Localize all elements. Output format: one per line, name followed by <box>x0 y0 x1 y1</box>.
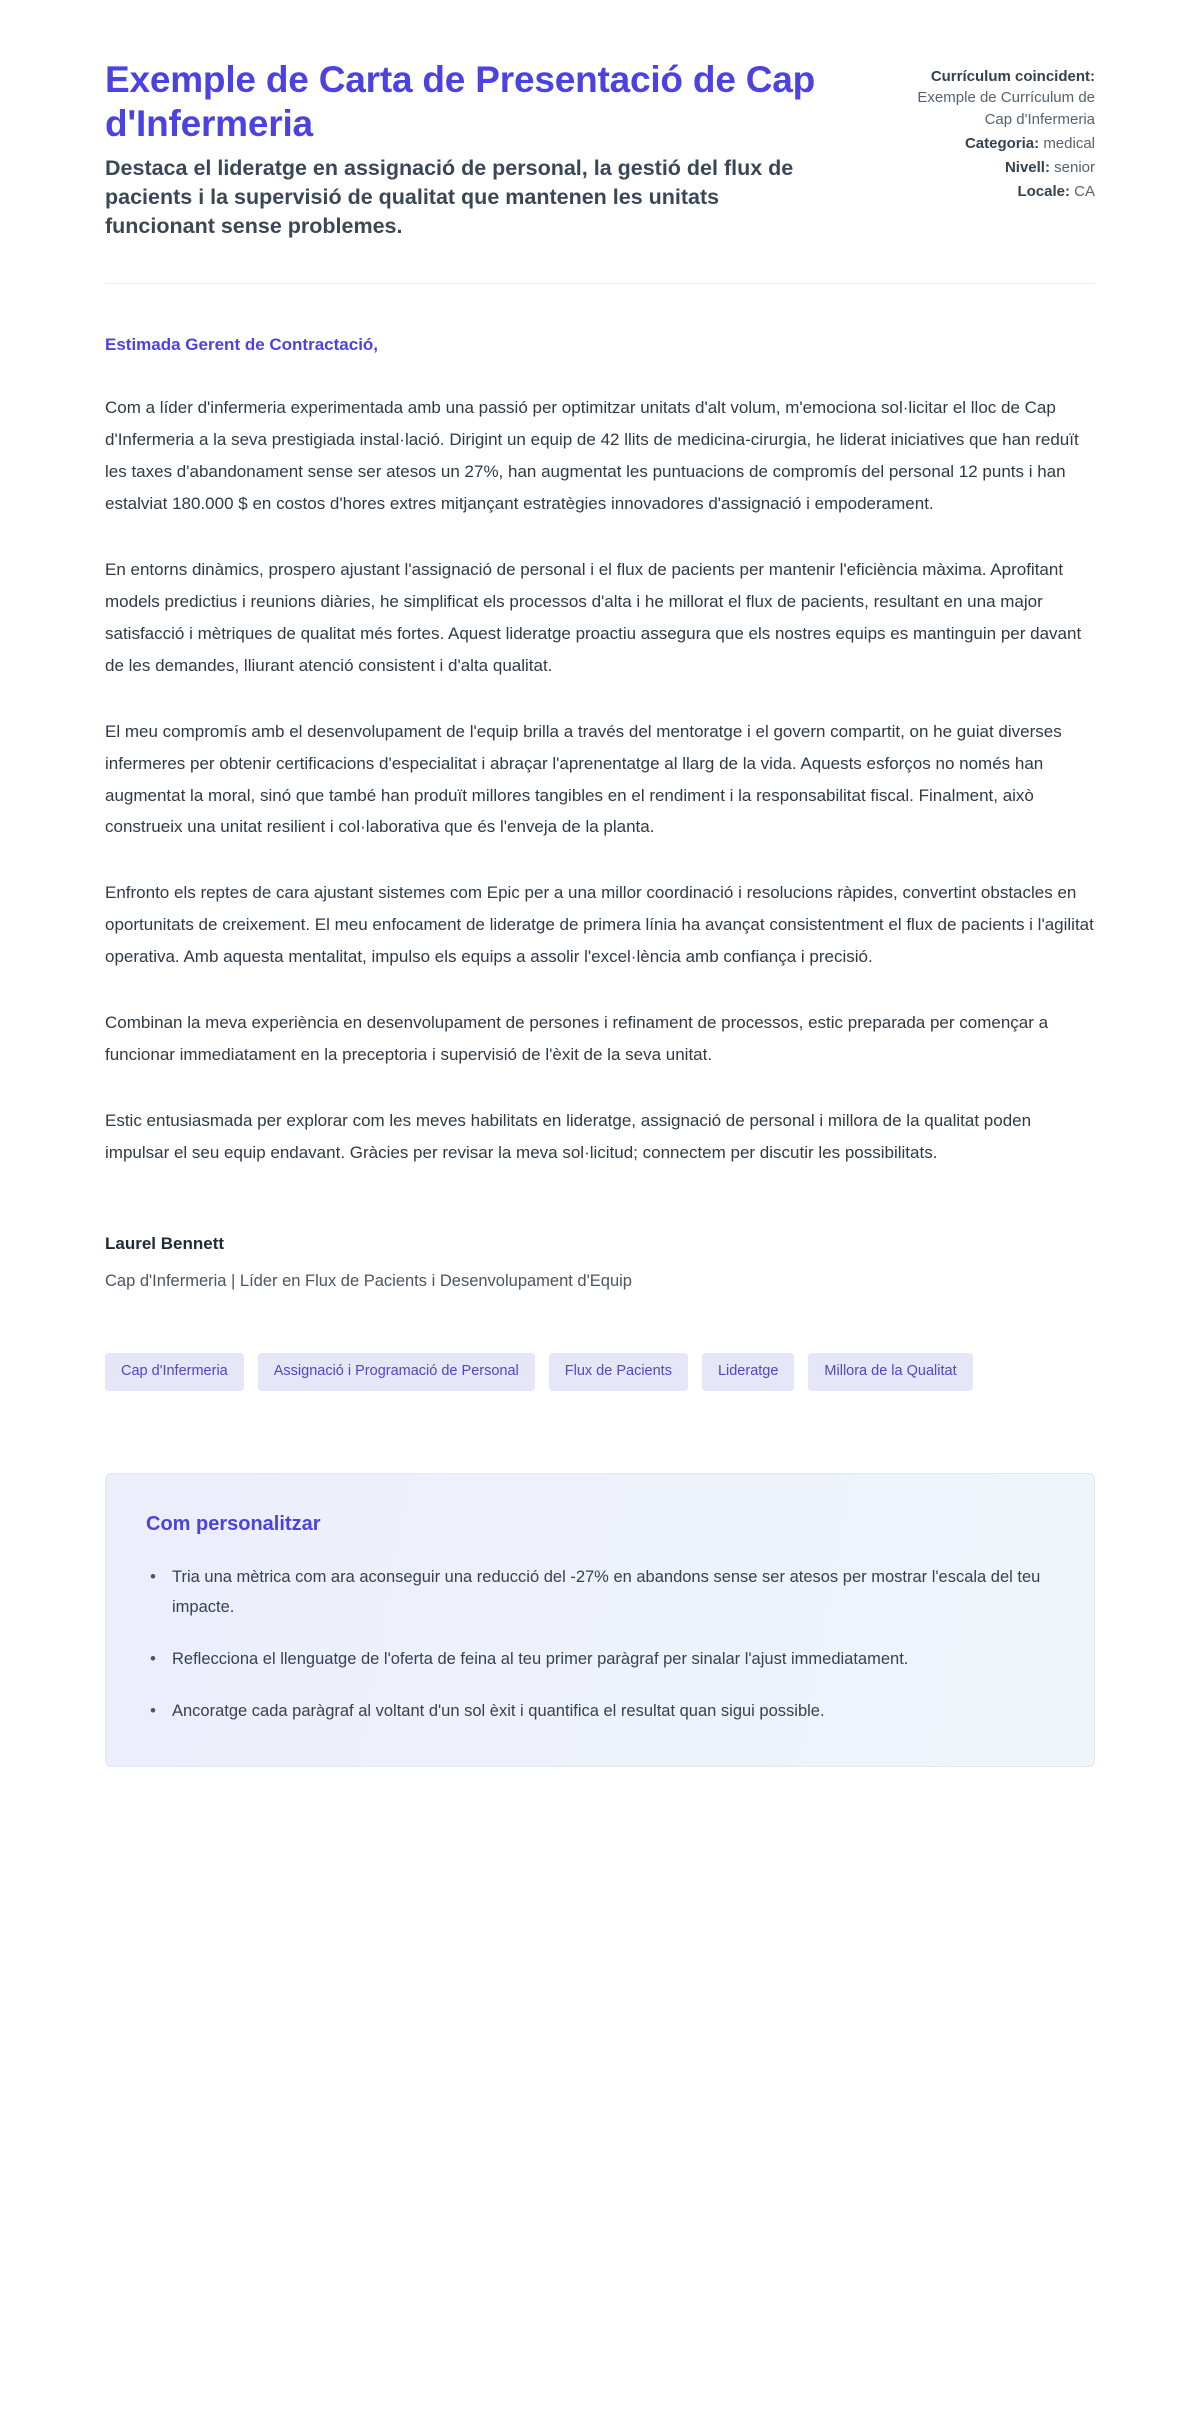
letter-paragraph: Estic entusiasmada per explorar com les meves habilitats en lideratge, assignació de personal i millora de la qualitat poden impulsar el seu equip endavant. Gràcies per revisar la meva sol·licitud; connectem per discutir les possibilitats. <box>105 1111 1032 1163</box>
how-to-customize-callout <box>105 1473 1095 1767</box>
letter-paragraph: Com a líder d'infermeria experimentada amb una passió per optimitzar unitats d'alt volum, m'emociona sol·licitar el lloc de Cap d'Infermeria a la seva prestigiada instal·lació. Dirigint un equip de 42 llits de medicina-cirurgia, he liderat iniciatives que han reduït les taxes d'abandonament sense ser atesos un 27%, han augmentat les puntuacions de compromís del personal 12 punts i han estalviat 180.000 $ en costos d'hores extres mitjançant estratègies innovadores d'assignació i empoderament. <box>105 397 1079 513</box>
callout-list-item: • Ancoratge cada paràgraf al voltant d'un sol èxit i quantifica el resultat quan sigui possible. <box>146 1696 1046 1726</box>
letter-paragraph: Enfronto els reptes de cara ajustant sistemes com Epic per a una millor coordinació i resolucions ràpides, convertint obstacles en oportunitats de creixement. El meu enfocament de lideratge de primera línia ha avançat consistentment el flux de pacients i l'agilitat operativa. Amb aquesta mentalitat, impulso els equips a assolir l'excel·lència amb confiança i precisió. <box>105 883 1094 967</box>
letter-paragraph: El meu compromís amb el desenvolupament de l'equip brilla a través del mentoratge i el govern compartit, on he guiat diverses infermeres per obtenir certificacions d'especialitat i abraçar l'aprenentatge al llarg de la vida. Aquests esforços no només han augmentat la moral, sinó que també han produït millores tangibles en el rendiment i la responsabilitat fiscal. Finalment, això construeix una unitat resilient i col·laborativa que és l'enveja de la planta. <box>105 721 1062 837</box>
tag-list <box>105 1353 1045 1391</box>
callout-title: Com personalitzar <box>146 1512 321 1535</box>
metadata-label: Nivell: <box>1004 159 1050 177</box>
signature-block <box>105 1231 1095 1293</box>
page-subtitle: Destaca el lideratge en assignació de personal, la gestió del flux de pacients i la supervisió de qualitat que mantenen les unitats funcionant sense problemes. <box>105 155 794 239</box>
callout-list-item: • Tria una mètrica com ara aconseguir una reducció del -27% en abandons sense ser atesos per mostrar l'escala del teu impacte. <box>146 1562 1046 1622</box>
metadata-value: medical <box>1043 134 1095 152</box>
metadata-row-matching-resume <box>895 66 1095 130</box>
letter-paragraph: Combinan la meva experiència en desenvolupament de persones i refinament de processos, estic preparada per començar a funcionar immediatament en la preceptoria i supervisió de l'èxit de la seva unitat. <box>105 1013 1049 1065</box>
signature-role: Cap d'Infermeria | Líder en Flux de Pacients i Desenvolupament d'Equip <box>105 1271 632 1290</box>
tag-chip[interactable]: Assignació i Programació de Personal <box>258 1353 535 1391</box>
metadata-label: Locale: <box>1017 183 1070 201</box>
metadata-value: Exemple de Currículum de Cap d'Infermeria <box>917 89 1095 128</box>
signature-name: Laurel Bennett <box>105 1234 225 1254</box>
metadata-value: senior <box>1054 159 1095 177</box>
metadata-value: CA <box>1074 183 1095 201</box>
metadata-row-locale <box>895 181 1095 202</box>
header-text-block <box>105 58 861 241</box>
tag-chip[interactable]: Lideratge <box>702 1353 794 1391</box>
metadata-row-level <box>895 157 1095 178</box>
page-title: Exemple de Carta de Presentació de Cap d'Infermeria <box>105 59 816 145</box>
cover-letter-body <box>105 284 1095 1390</box>
metadata-label: Currículum coincident: <box>930 68 1095 85</box>
callout-list <box>146 1562 1054 1726</box>
letter-salutation: Estimada Gerent de Contractació, <box>105 335 379 355</box>
tag-chip[interactable]: Cap d'Infermeria <box>105 1353 244 1391</box>
letter-paragraph: En entorns dinàmics, prospero ajustant l'assignació de personal i el flux de pacients per mantenir l'eficiència màxima. Aprofitant models predictius i reunions diàries, he simplificat els processos d'alta i he millorat el flux de pacients, resultant en una major satisfacció i mètriques de qualitat més fortes. Aquest lideratge proactiu assegura que els nostres equips es mantinguin per davant de les demandes, lliurant atenció consistent i d'alta qualitat. <box>105 559 1082 675</box>
document-header <box>105 0 1095 241</box>
callout-list-item: • Reflecciona el llenguatge de l'oferta de feina al teu primer paràgraf per sinalar l'ajust immediatament. <box>146 1644 1046 1674</box>
tag-chip[interactable]: Flux de Pacients <box>549 1353 688 1391</box>
tag-chip[interactable]: Millora de la Qualitat <box>808 1353 972 1391</box>
metadata-row-category <box>895 133 1095 154</box>
document-metadata <box>895 58 1095 203</box>
metadata-label: Categoria: <box>964 134 1040 152</box>
